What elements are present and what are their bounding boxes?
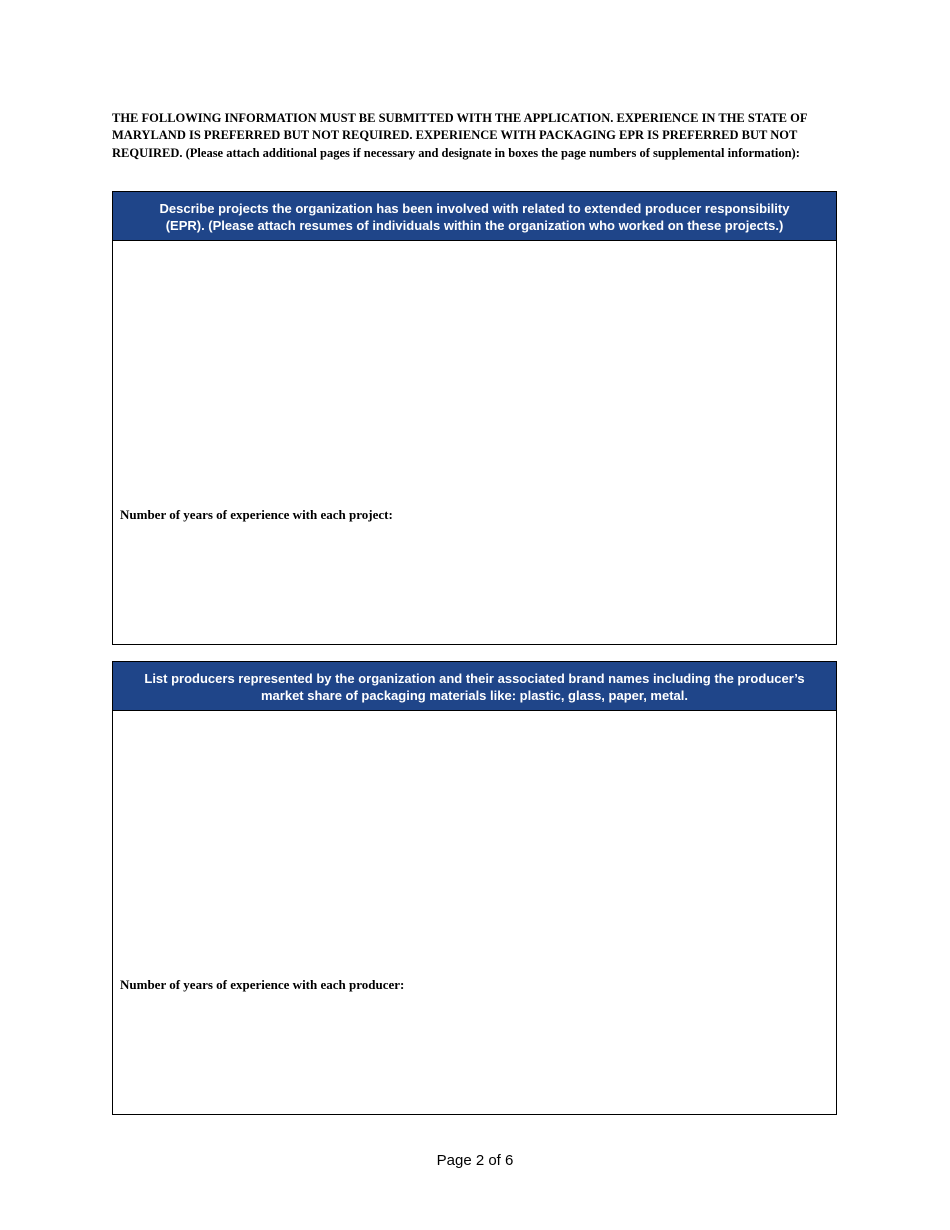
page-number: Page 2 of 6 (436, 1152, 514, 1169)
years-experience-project-label: Number of years of experience with each project: (120, 507, 393, 522)
producers-response-area[interactable] (113, 711, 836, 1114)
producers-section (112, 661, 837, 1115)
years-experience-producer-label: Number of years of experience with each producer: (120, 977, 405, 992)
section-header (113, 662, 836, 711)
section-header-line: List producers represented by the organization and their associated brand names including the producer’s (144, 671, 805, 686)
section-header (113, 192, 836, 241)
instructions-paragraph: THE FOLLOWING INFORMATION MUST BE SUBMITTED WITH THE APPLICATION. EXPERIENCE IN THE STATE OF MARYLAND IS PREFERRED BUT NOT REQUIRED. EXPERIENCE WITH PACKAGING EPR IS PREFERRED BUT NOT REQUIRED. (Please attach additional pages if necessary and designate in boxes the page numbers of supplemental information): (112, 111, 808, 160)
section-header-line: market share of packaging materials like: plastic, glass, paper, metal. (260, 688, 689, 703)
epr-projects-response-area[interactable] (113, 241, 836, 644)
section-header-line: Describe projects the organization has been involved with related to extended producer responsibility (159, 201, 790, 216)
epr-projects-section (112, 191, 837, 645)
section-header-line: (EPR). (Please attach resumes of individuals within the organization who worked on these projects.) (165, 218, 784, 233)
